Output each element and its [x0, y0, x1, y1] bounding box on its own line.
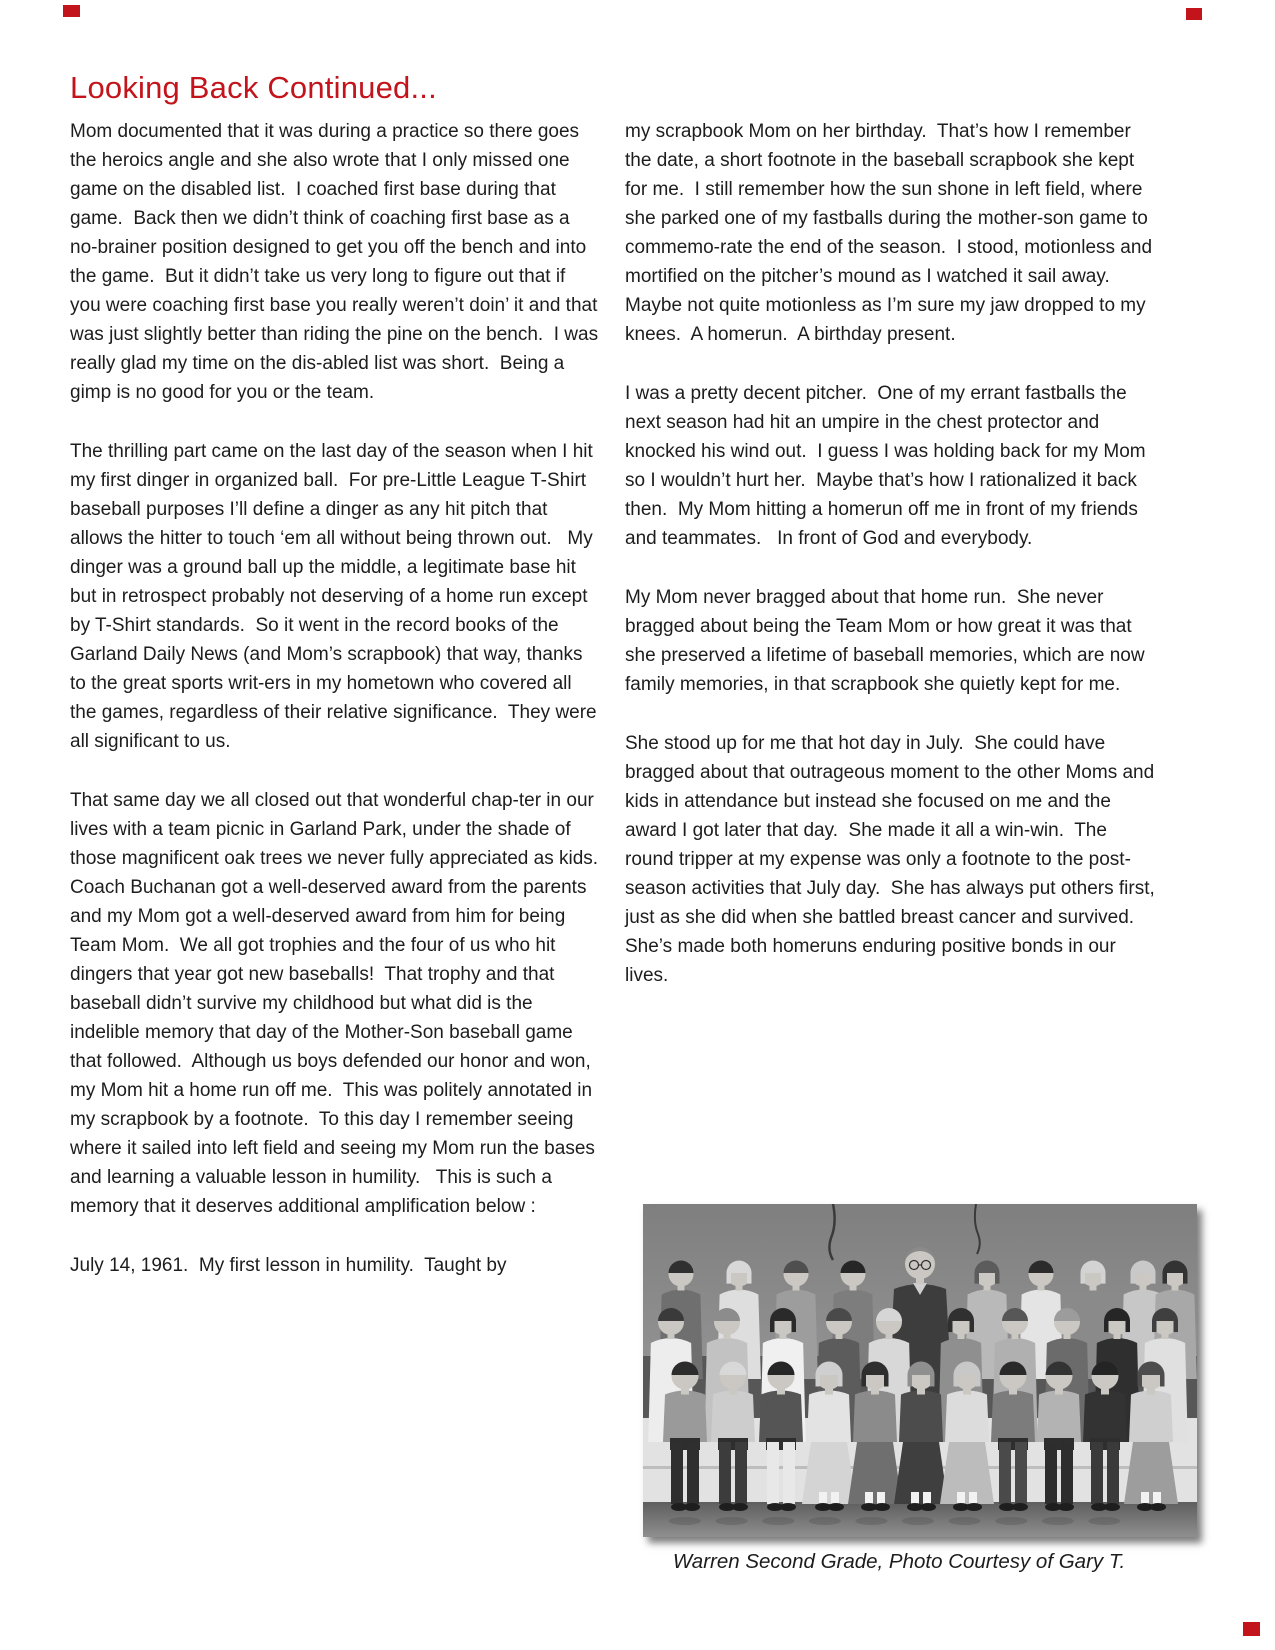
paragraph: July 14, 1961. My first lesson in humility. Taught by — [70, 1255, 507, 1276]
corner-mark-bottom-right — [1243, 1622, 1260, 1636]
paragraph: That same day we all closed out that wonderful chap-ter in our lives with a team picnic in Garland Park, under the shade of those magnificent oak trees we never fully appreciated as kids. Coach Buchanan got a well-deserved award from the parents and my Mom got a well-deserved award from him for being Team Mom. We all got trophies and the four of us who hit dingers that year got new baseballs! That trophy and that baseball didn’t survive my childhood but what did is the indelible memory that day of the Mother-Son baseball game that followed. Although us boys defended our honor and won, my Mom hit a home run off me. This was politely annotated in my scrapbook by a footnote. To this day I remember seeing where it sailed into left field and seeing my Mom run the bases and learning a valuable lesson in humility. This is such a memory that it deserves additional amplification below : — [70, 790, 609, 1217]
paragraph: Mom documented that it was during a practice so there goes the heroics angle and she also wrote that I only missed one game on the disabled list. I coached first base during that game. Back then we didn’t think of coaching first base as a no-brainer position designed to get you off the bench and into the game. But it didn’t take us very long to figure out that if you were coaching first base you really weren’t doin’ it and that was just slightly better than riding the pine on the bench. I was really glad my time on the dis-abled list was short. Being a gimp is no good for you or the team. — [70, 121, 604, 403]
paragraph: The thrilling part came on the last day of the season when I hit my first dinger in organized ball. For pre-Little League T-Shirt baseball purposes I’ll define a dinger as any hit pitch that allows the hitter to touch ‘em all without being thrown out. My dinger was a ground ball up the middle, a legitimate base hit but in retrospect probably not deserving of a home run except by T-Shirt standards. So it went in the record books of the Garland Daily News (and Mom’s scrapbook) that way, thanks to the great sports writ-ers in my hometown who covered all the games, regardless of their relative significance. They were all significant to us. — [70, 441, 602, 752]
paragraph: my scrapbook Mom on her birthday. That’s how I remember the date, a short footnote in the baseball scrapbook she kept for me. I still remember how the sun shone in left field, where she parked one of my fastballs during the mother-son game to commemo-rate the end of the season. I stood, motionless and mortified on the pitcher’s mound as I watched it sail away. Maybe not quite motionless as I’m sure my jaw dropped to my knees. A homerun. A birthday present. — [625, 121, 1158, 345]
page-title: Looking Back Continued... — [70, 70, 437, 105]
class-photo — [643, 1204, 1197, 1537]
right-text-column — [625, 117, 1161, 1020]
paragraph: She stood up for me that hot day in July. She could have bragged about that outrageous moment to the other Moms and kids in attendance but instead she focused on me and the award I got later that day. She made it all a win-win. The round tripper at my expense was only a footnote to the post-season activities that July day. She has always put others first, just as she did when she battled breast cancer and survived. She’s made both homeruns enduring positive bonds in our lives. — [625, 733, 1161, 986]
class-photo-image — [643, 1204, 1197, 1537]
paragraph: I was a pretty decent pitcher. One of my errant fastballs the next season had hit an umpire in the chest protector and knocked his wind out. I guess I was holding back for my Mom so I wouldn’t hurt her. Maybe that’s how I rationalized it back then. My Mom hitting a homerun off me in front of my friends and teammates. In front of God and everybody. — [625, 383, 1151, 549]
photo-caption: Warren Second Grade, Photo Courtesy of Gary T. — [672, 1550, 1126, 1573]
left-text-column — [70, 117, 609, 1310]
corner-mark-top-left — [63, 5, 80, 17]
paragraph: My Mom never bragged about that home run. She never bragged about being the Team Mom or how great it was that she preserved a lifetime of baseball memories, which are now family memories, in that scrapbook she quietly kept for me. — [625, 587, 1150, 695]
corner-mark-top-right — [1186, 8, 1202, 20]
